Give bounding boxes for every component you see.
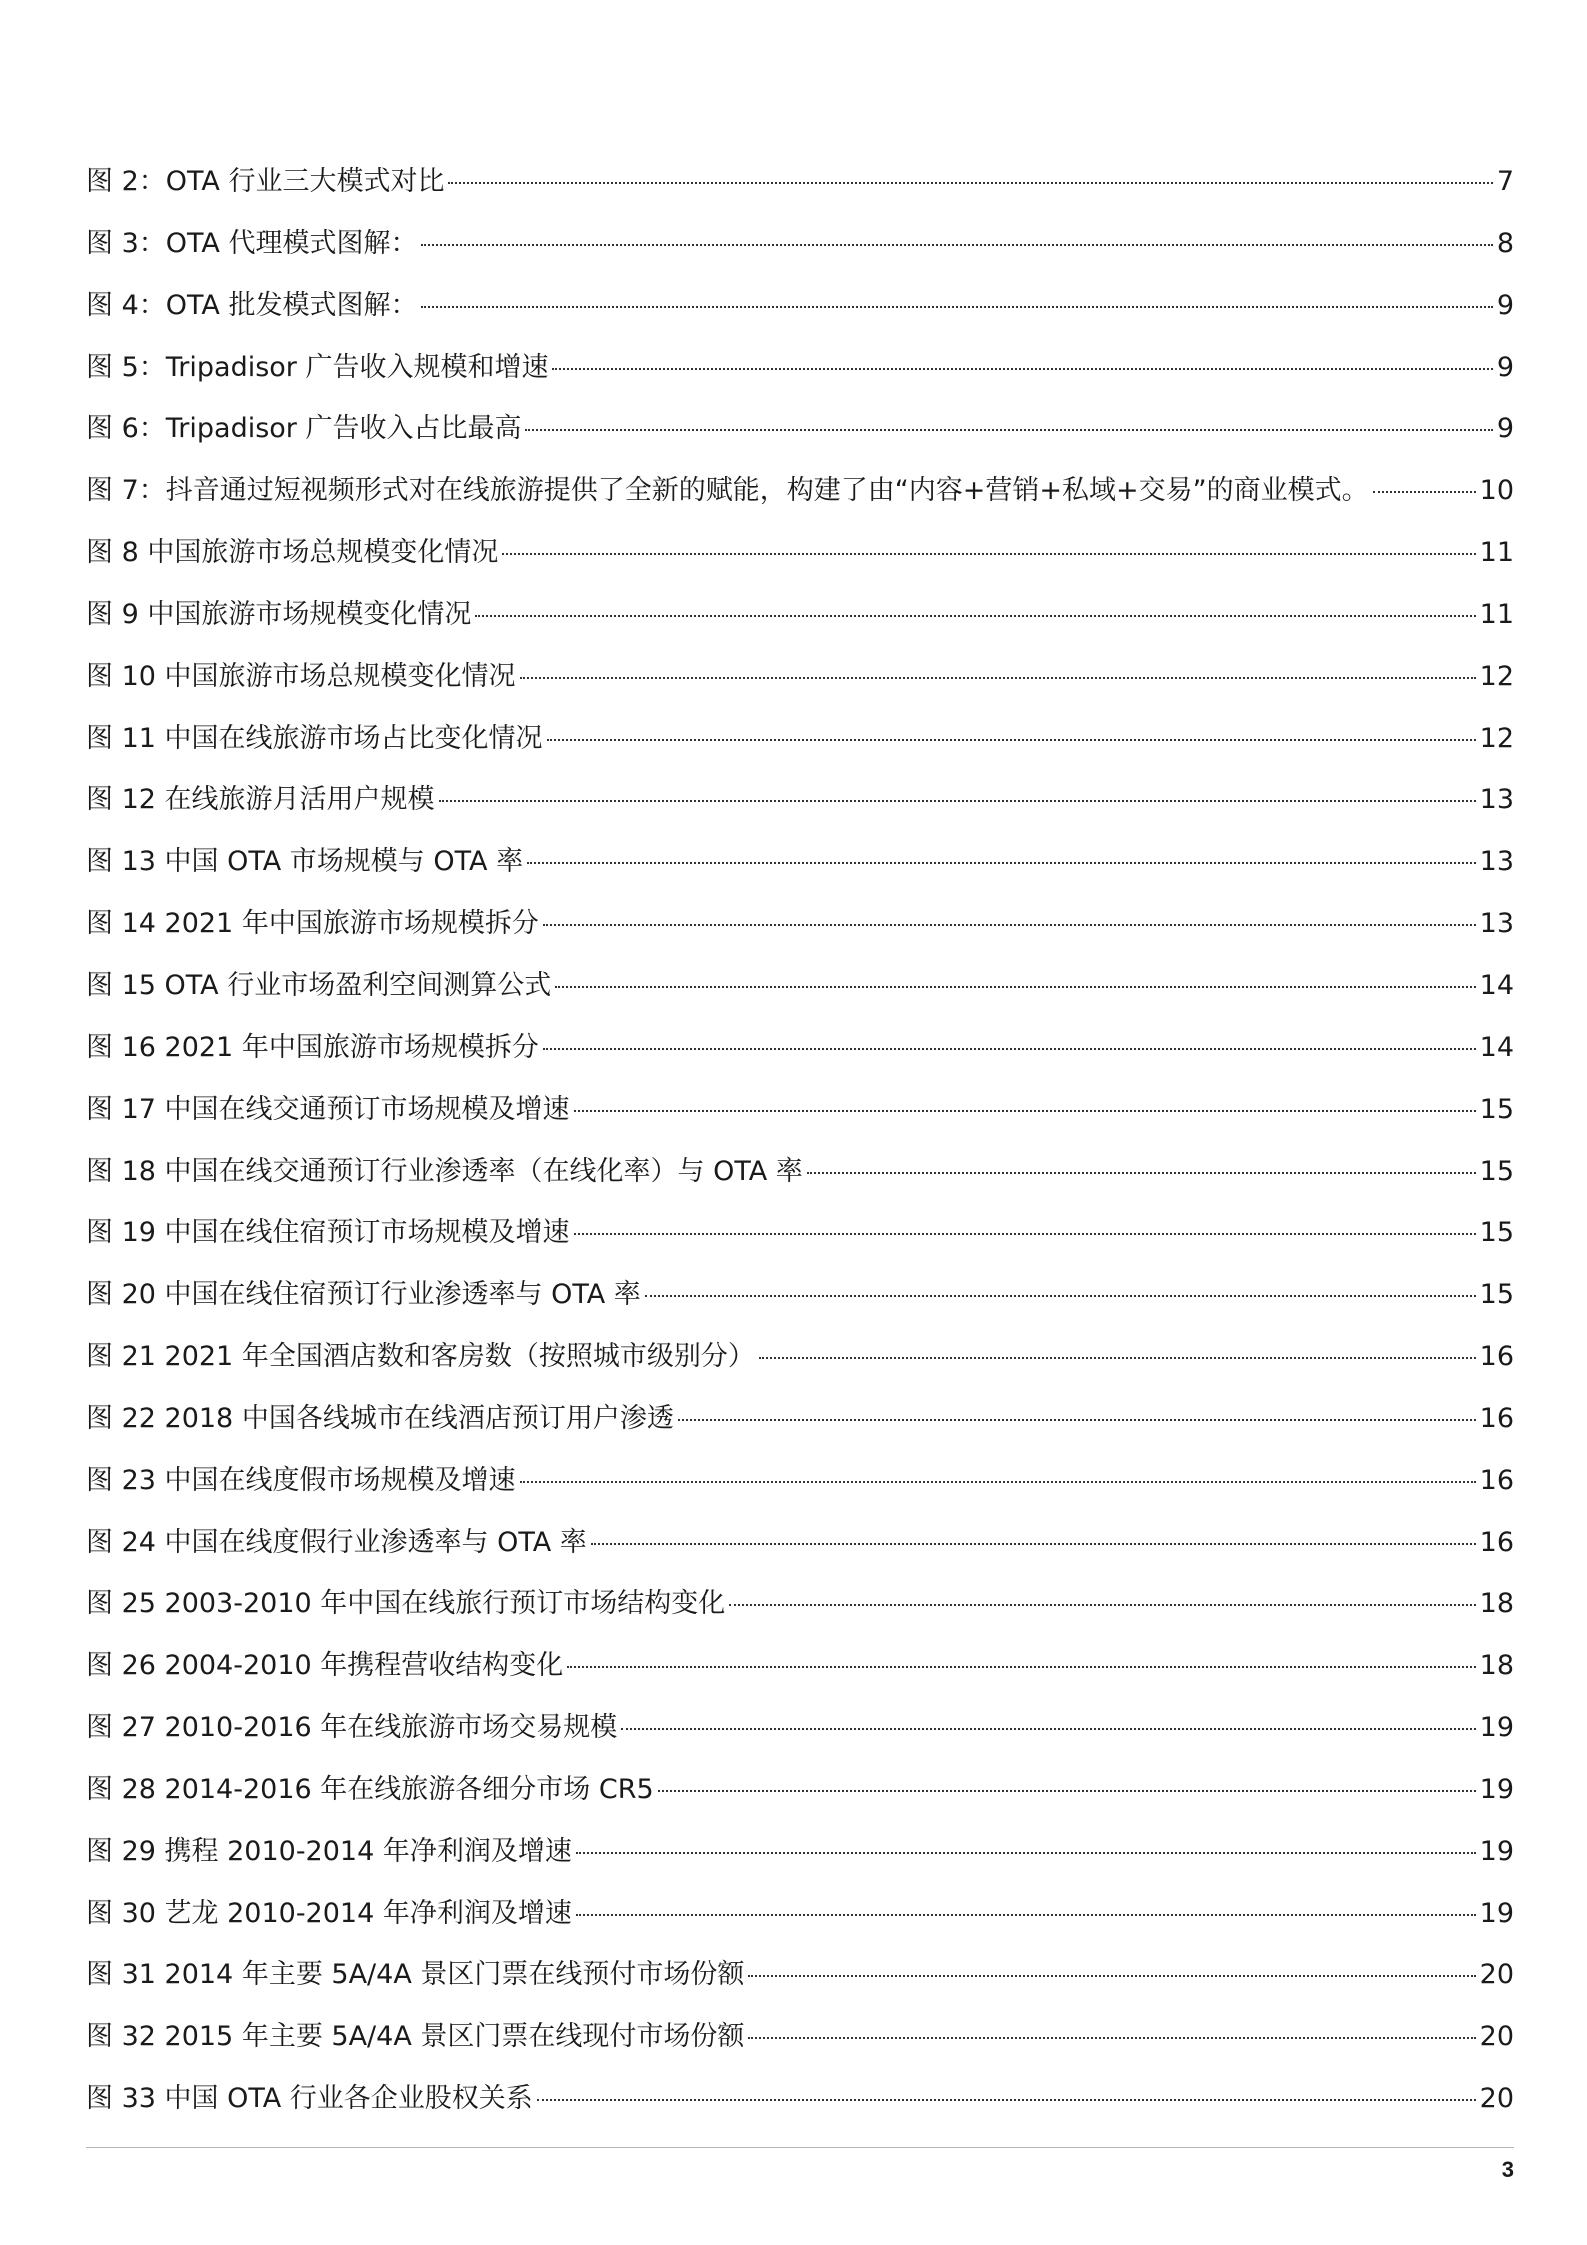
toc-entry-label: 图 12 在线旅游月活用户规模 <box>86 784 435 816</box>
dot-leader <box>567 1665 1475 1668</box>
toc-entry-page: 20 <box>1479 2083 1514 2115</box>
dot-leader <box>1373 490 1476 493</box>
toc-entry[interactable] <box>86 471 1514 533</box>
toc-entry[interactable] <box>86 2079 1514 2141</box>
dot-leader <box>645 1294 1476 1297</box>
dot-leader <box>527 861 1476 864</box>
toc-entry-label: 图 26 2004-2010 年携程营收结构变化 <box>86 1650 564 1682</box>
toc-entry-page: 20 <box>1479 1959 1514 1991</box>
toc-entry[interactable] <box>86 657 1514 719</box>
toc-entry-page: 11 <box>1479 537 1514 569</box>
toc-entry-page: 16 <box>1479 1526 1514 1558</box>
toc-entry-page: 16 <box>1479 1464 1514 1496</box>
toc-entry[interactable] <box>86 162 1514 224</box>
toc-entry-page: 13 <box>1479 846 1514 878</box>
dot-leader <box>748 1974 1475 1977</box>
dot-leader <box>421 305 1492 308</box>
dot-leader <box>576 1913 1476 1916</box>
toc-entry[interactable] <box>86 719 1514 781</box>
toc-entry-page: 15 <box>1479 1093 1514 1125</box>
dot-leader <box>658 1789 1476 1792</box>
toc-entry[interactable] <box>86 1894 1514 1956</box>
toc-entry[interactable] <box>86 1708 1514 1770</box>
toc-entry-label: 图 16 2021 年中国旅游市场规模拆分 <box>86 1031 539 1063</box>
toc-entry-label: 图 32 2015 年主要 5A/4A 景区门票在线现付市场份额 <box>86 2021 745 2053</box>
toc-entry-page: 19 <box>1479 1773 1514 1805</box>
toc-entry[interactable] <box>86 1028 1514 1090</box>
toc-entry-page: 7 <box>1496 166 1514 197</box>
toc-entry-page: 8 <box>1496 227 1514 259</box>
toc-entry[interactable] <box>86 1584 1514 1646</box>
toc-entry[interactable] <box>86 286 1514 348</box>
toc-entry-page: 18 <box>1479 1650 1514 1682</box>
toc-entry-page: 12 <box>1479 722 1514 754</box>
toc-entry[interactable] <box>86 224 1514 286</box>
toc-entry-page: 16 <box>1479 1402 1514 1434</box>
dot-leader <box>678 1418 1476 1421</box>
dot-leader <box>520 1480 1476 1483</box>
toc-entry-page: 19 <box>1479 1712 1514 1744</box>
toc-entry[interactable] <box>86 966 1514 1028</box>
toc-entry-label: 图 22 2018 中国各线城市在线酒店预订用户渗透 <box>86 1402 674 1434</box>
toc-entry[interactable] <box>86 1090 1514 1152</box>
dot-leader <box>448 181 1492 184</box>
toc-entry[interactable] <box>86 1832 1514 1894</box>
toc-entry[interactable] <box>86 2017 1514 2079</box>
toc-entry-label: 图 6：Tripadisor 广告收入占比最高 <box>86 413 522 445</box>
toc-entry-page: 19 <box>1479 1835 1514 1867</box>
dot-leader <box>621 1727 1475 1730</box>
dot-leader <box>759 1356 1476 1359</box>
toc-entry-page: 11 <box>1479 598 1514 630</box>
dot-leader <box>576 1851 1476 1854</box>
toc-entry-label: 图 25 2003-2010 年中国在线旅行预订市场结构变化 <box>86 1588 726 1620</box>
toc-entry[interactable] <box>86 409 1514 471</box>
dot-leader <box>807 1171 1476 1174</box>
dot-leader <box>748 2036 1475 2039</box>
page-number: 3 <box>1501 2157 1514 2182</box>
toc-entry-label: 图 17 中国在线交通预订市场规模及增速 <box>86 1093 570 1125</box>
toc-entry-label: 图 13 中国 OTA 市场规模与 OTA 率 <box>86 846 524 878</box>
toc-entry-label: 图 4：OTA 批发模式图解： <box>86 289 418 321</box>
toc-entry-label: 图 23 中国在线度假市场规模及增速 <box>86 1464 516 1496</box>
toc-entry[interactable] <box>86 1461 1514 1523</box>
dot-leader <box>555 985 1475 988</box>
table-of-figures <box>86 162 1514 2141</box>
dot-leader <box>543 1047 1476 1050</box>
toc-entry-page: 19 <box>1479 1897 1514 1929</box>
toc-entry-label: 图 27 2010-2016 年在线旅游市场交易规模 <box>86 1712 618 1744</box>
toc-entry-page: 9 <box>1496 413 1514 445</box>
dot-leader <box>543 923 1476 926</box>
toc-entry-label: 图 5：Tripadisor 广告收入规模和增速 <box>86 351 549 383</box>
dot-leader <box>525 428 1492 431</box>
toc-entry-label: 图 10 中国旅游市场总规模变化情况 <box>86 660 516 692</box>
toc-entry[interactable] <box>86 1152 1514 1214</box>
toc-entry[interactable] <box>86 1399 1514 1461</box>
dot-leader <box>439 799 1476 802</box>
toc-entry-page: 13 <box>1479 784 1514 816</box>
toc-entry-page: 20 <box>1479 2021 1514 2053</box>
dot-leader <box>421 243 1492 246</box>
toc-entry[interactable] <box>86 595 1514 657</box>
footer-divider <box>86 2147 1514 2148</box>
dot-leader <box>520 676 1476 679</box>
toc-entry[interactable] <box>86 1213 1514 1275</box>
dot-leader <box>502 552 1475 555</box>
dot-leader <box>729 1603 1475 1606</box>
toc-entry[interactable] <box>86 1646 1514 1708</box>
toc-entry[interactable] <box>86 1955 1514 2017</box>
toc-entry-page: 13 <box>1479 908 1514 940</box>
toc-entry-label: 图 30 艺龙 2010-2014 年净利润及增速 <box>86 1897 572 1929</box>
dot-leader <box>574 1109 1476 1112</box>
dot-leader <box>552 367 1492 370</box>
toc-entry-page: 16 <box>1479 1341 1514 1373</box>
toc-entry[interactable] <box>86 1275 1514 1337</box>
dot-leader <box>547 738 1476 741</box>
toc-entry-page: 12 <box>1479 660 1514 692</box>
toc-entry-label: 图 15 OTA 行业市场盈利空间测算公式 <box>86 969 552 1001</box>
toc-entry-page: 14 <box>1479 1031 1514 1063</box>
toc-entry-label: 图 20 中国在线住宿预订行业渗透率与 OTA 率 <box>86 1279 641 1311</box>
toc-entry-label: 图 3：OTA 代理模式图解： <box>86 227 418 259</box>
toc-entry[interactable] <box>86 348 1514 410</box>
toc-entry-label: 图 18 中国在线交通预订行业渗透率（在线化率）与 OTA 率 <box>86 1155 803 1187</box>
toc-entry[interactable] <box>86 842 1514 904</box>
toc-entry-label: 图 33 中国 OTA 行业各企业股权关系 <box>86 2083 533 2115</box>
toc-entry-label: 图 31 2014 年主要 5A/4A 景区门票在线预付市场份额 <box>86 1959 745 1991</box>
toc-entry-label: 图 24 中国在线度假行业渗透率与 OTA 率 <box>86 1526 587 1558</box>
toc-entry-page: 15 <box>1479 1155 1514 1187</box>
dot-leader <box>475 614 1475 617</box>
toc-entry-label: 图 28 2014-2016 年在线旅游各细分市场 CR5 <box>86 1773 654 1805</box>
toc-entry-page: 15 <box>1479 1217 1514 1249</box>
toc-entry-page: 14 <box>1479 969 1514 1001</box>
toc-entry[interactable] <box>86 1523 1514 1585</box>
toc-entry-page: 10 <box>1479 475 1514 507</box>
toc-entry-label: 图 11 中国在线旅游市场占比变化情况 <box>86 722 543 754</box>
toc-entry-label: 图 19 中国在线住宿预订市场规模及增速 <box>86 1217 570 1249</box>
toc-entry[interactable] <box>86 533 1514 595</box>
dot-leader <box>574 1232 1476 1235</box>
toc-entry-label: 图 7：抖音通过短视频形式对在线旅游提供了全新的赋能，构建了由“内容+营销+私域+交易”的商业模式。 <box>86 475 1369 507</box>
toc-entry-page: 9 <box>1496 351 1514 383</box>
toc-entry-label: 图 21 2021 年全国酒店数和客房数（按照城市级别分） <box>86 1341 755 1373</box>
dot-leader <box>591 1542 1476 1545</box>
toc-entry-label: 图 8 中国旅游市场总规模变化情况 <box>86 537 499 569</box>
toc-entry[interactable] <box>86 904 1514 966</box>
toc-entry-label: 图 14 2021 年中国旅游市场规模拆分 <box>86 908 539 940</box>
toc-entry-label: 图 29 携程 2010-2014 年净利润及增速 <box>86 1835 572 1867</box>
toc-entry-page: 15 <box>1479 1279 1514 1311</box>
toc-entry-page: 18 <box>1479 1588 1514 1620</box>
toc-entry-page: 9 <box>1496 289 1514 321</box>
toc-entry[interactable] <box>86 1337 1514 1399</box>
toc-entry[interactable] <box>86 780 1514 842</box>
toc-entry-label: 图 9 中国旅游市场规模变化情况 <box>86 598 472 630</box>
toc-entry[interactable] <box>86 1770 1514 1832</box>
toc-entry-label: 图 2：OTA 行业三大模式对比 <box>86 166 445 197</box>
dot-leader <box>537 2098 1476 2101</box>
